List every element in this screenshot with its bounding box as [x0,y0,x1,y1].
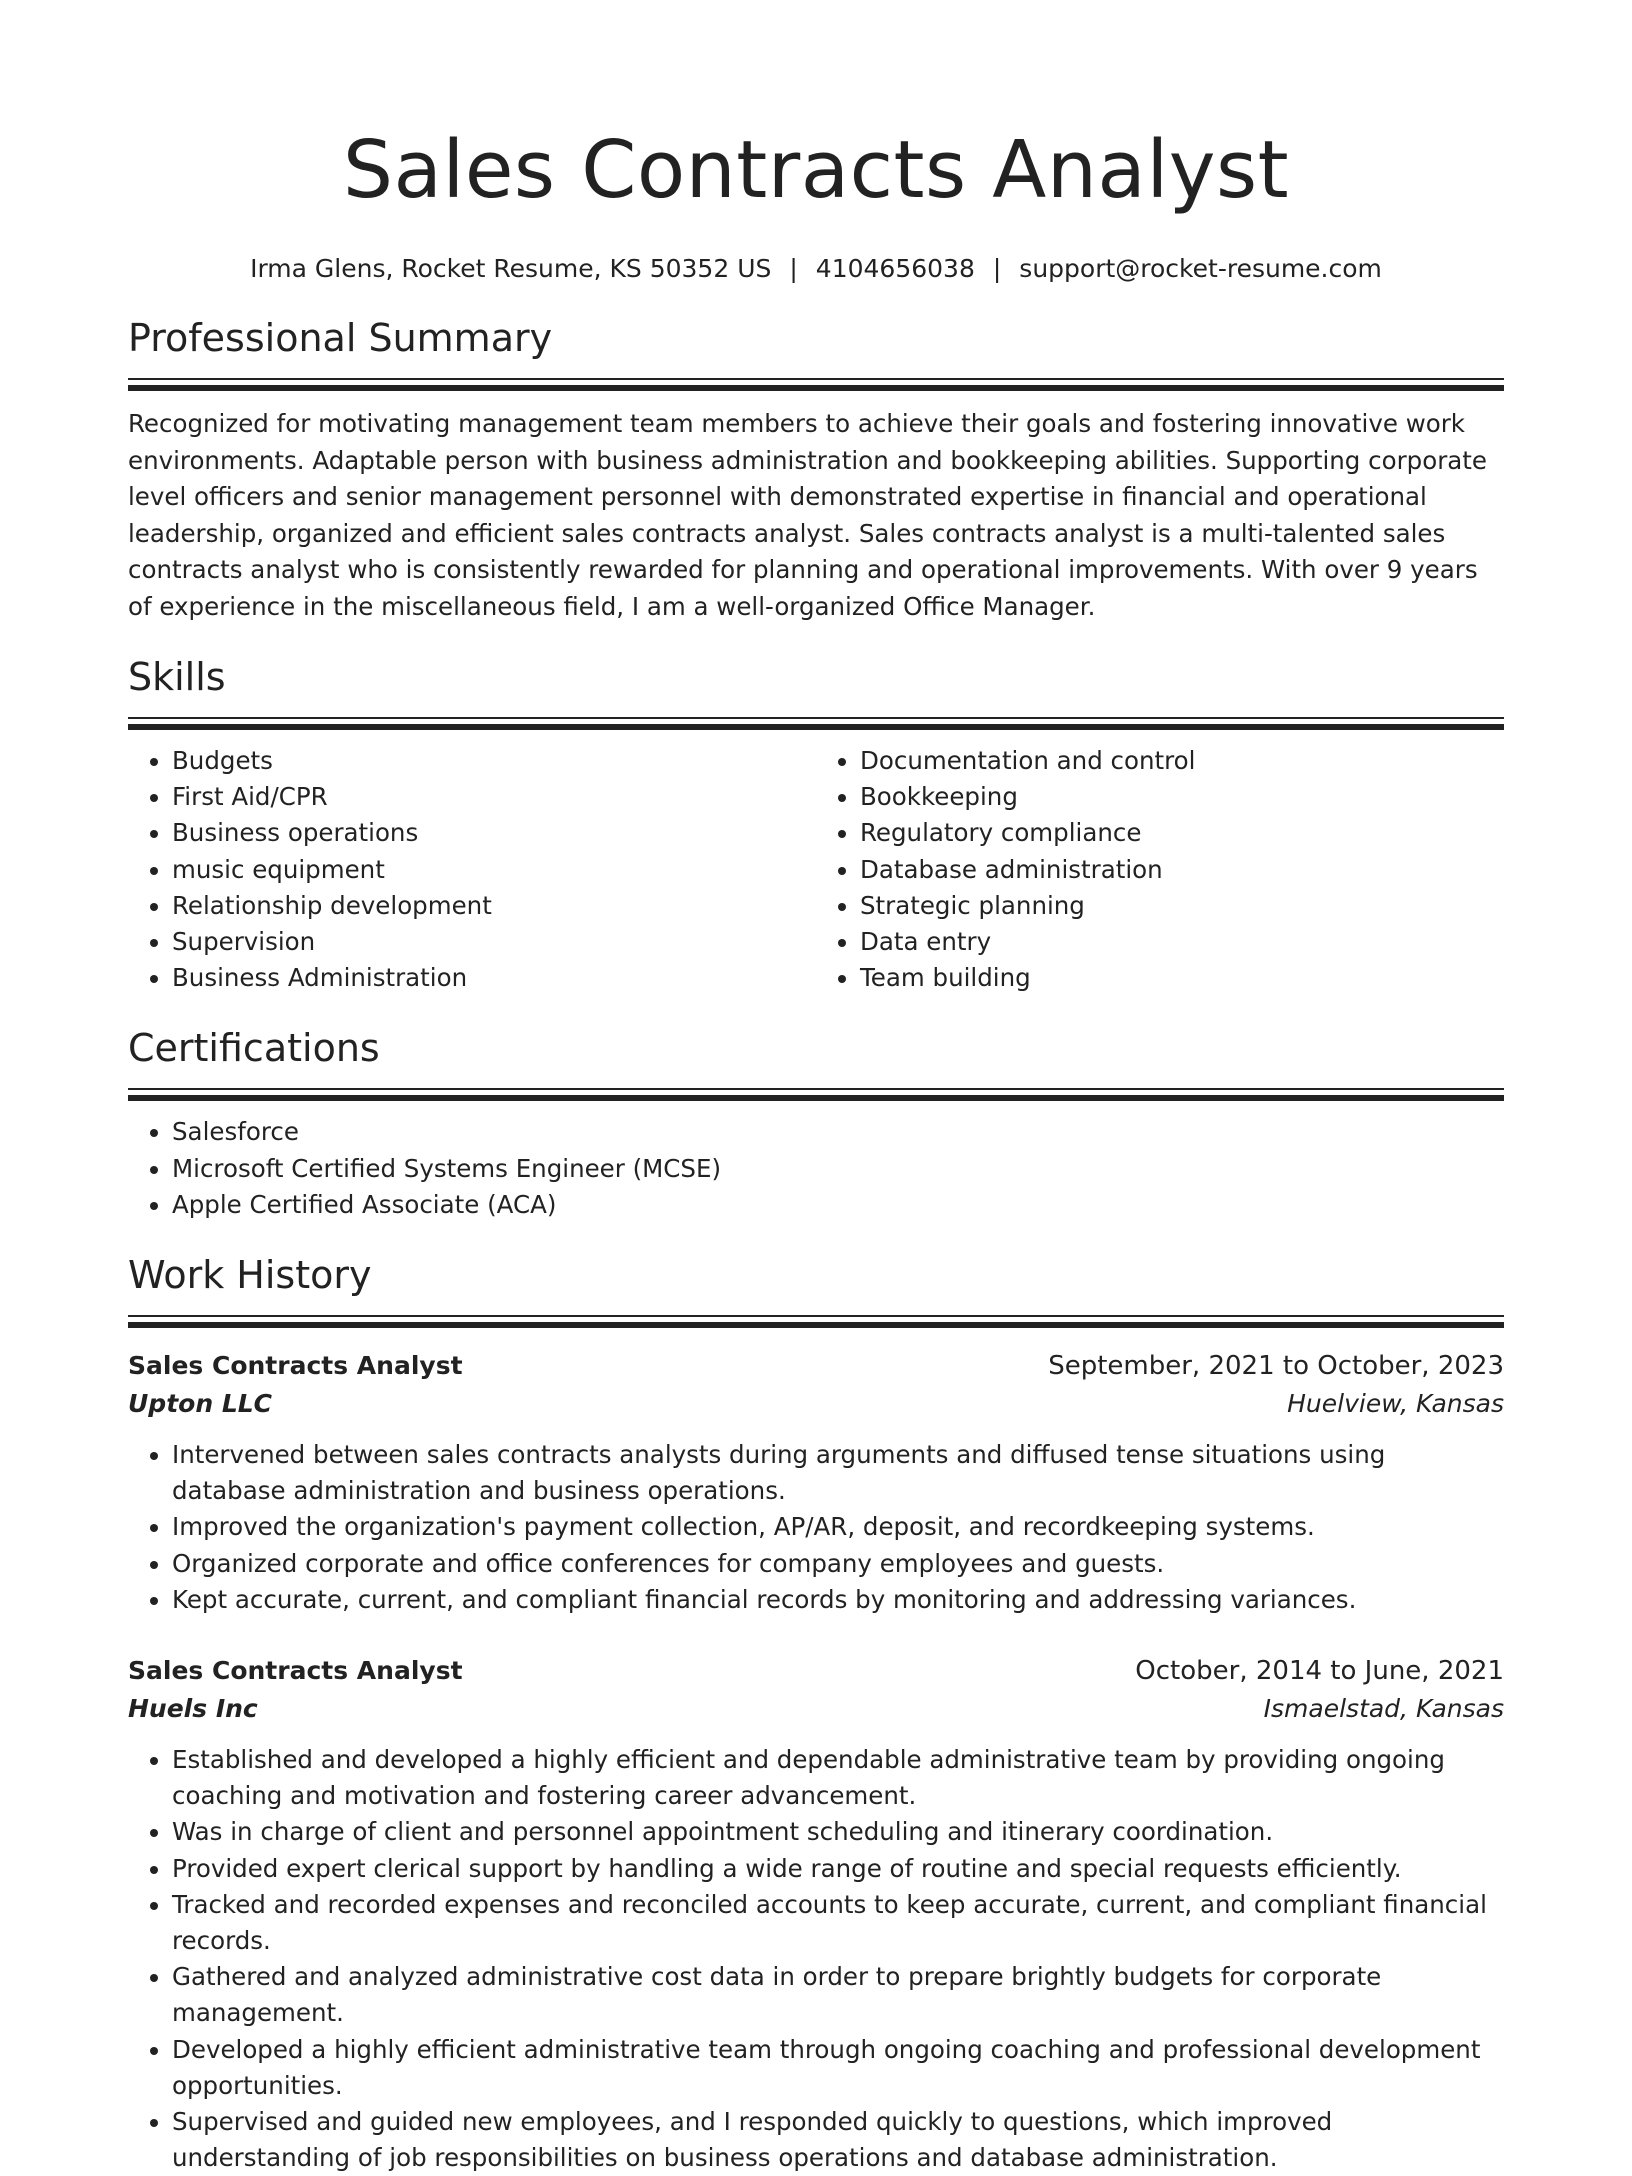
list-item: • Intervened between sales contracts analysts during arguments and diffused tense situations using database administration and business operations. [172,1437,1504,1509]
list-item: • Data entry [860,924,1504,960]
list-item: • Strategic planning [860,888,1504,924]
job-header-row [128,1347,1504,1385]
section-heading: Professional Summary [128,316,553,360]
list-item: • Kept accurate, current, and compliant financial records by monitoring and addressing variances. [172,1582,1504,1618]
list-item: • First Aid/CPR [172,779,816,815]
job-entry [128,1347,1504,1618]
skills-list [816,743,1504,996]
job-header-row [128,1652,1504,1690]
job-duties-list [128,1437,1504,1618]
list-item: • Microsoft Certified Systems Engineer (MCSE) [172,1151,1504,1187]
job-company: Upton LLC [128,1389,273,1419]
job-location: Ismaelstad, Kansas [1263,1694,1504,1724]
professional-summary-section [128,314,1504,625]
list-item: • Relationship development [172,888,816,924]
contact-address: Irma Glens, Rocket Resume, KS 50352 US [250,254,772,283]
list-item: • Supervision [172,924,816,960]
section-heading: Skills [128,655,226,699]
list-item: • Was in charge of client and personnel appointment scheduling and itinerary coordination. [172,1814,1504,1850]
list-item: • Provided expert clerical support by handling a wide range of routine and special requests efficiently. [172,1851,1504,1887]
contact-separator: | [789,254,798,283]
list-item: • Business operations [172,815,816,851]
list-item: • Established and developed a highly efficient and dependable administrative team by providing ongoing coaching and motivation and fostering career advancement. [172,1742,1504,1814]
job-title: Sales Contracts Analyst [128,1351,463,1381]
skills-column-right [816,743,1504,996]
job-location: Huelview, Kansas [1287,1389,1504,1419]
job-dates: October, 2014 to June, 2021 [1135,1656,1504,1687]
summary-text: Recognized for motivating management team members to achieve their goals and fostering innovative work environments. Adaptable person with business administration and bookkeeping abilities. Supporting corporate level officers and senior management personnel with demonstrated expertise in financial and operational leadership, organized and efficient sales contracts analyst. Sales contracts analyst is a multi-talented sales contracts analyst who is consistently rewarded for planning and operational improvements. With over 9 years of experience in the miscellaneous field, I am a well-organized Office Manager. [128,409,1487,621]
list-item: • Budgets [172,743,816,779]
list-item: • Database administration [860,852,1504,888]
list-item: • music equipment [172,852,816,888]
list-item: • Business Administration [172,960,816,996]
list-item: • Documentation and control [860,743,1504,779]
job-dates: September, 2021 to October, 2023 [1048,1351,1504,1382]
list-item: • Bookkeeping [860,779,1504,815]
job-company: Huels Inc [128,1694,258,1724]
list-item: • Salesforce [172,1114,1504,1150]
job-entry [128,1652,1504,2176]
section-divider [128,717,1504,729]
skills-columns [128,743,1504,996]
list-item: • Supervised and guided new employees, and I responded quickly to questions, which improved understanding of job responsibilities on business operations and database administration. [172,2104,1504,2176]
list-item: • Gathered and analyzed administrative cost data in order to prepare brightly budgets for corporate management. [172,1959,1504,2031]
job-company-row [128,1690,1504,1728]
certifications-list-wrapper [128,1114,1504,1223]
section-divider [128,1088,1504,1100]
section-divider [128,378,1504,390]
work-history-section [128,1251,1504,2176]
list-item: • Tracked and recorded expenses and reconciled accounts to keep accurate, current, and compliant financial records. [172,1887,1504,1959]
certifications-section [128,1024,1504,1223]
skills-list [128,743,816,996]
job-title: Sales Contracts Analyst [128,1656,463,1686]
job-duties-list [128,1742,1504,2176]
list-item: • Apple Certified Associate (ACA) [172,1187,1504,1223]
contact-phone: 4104656038 [815,254,975,283]
section-heading: Work History [128,1253,372,1298]
list-item: • Developed a highly efficient administrative team through ongoing coaching and professional development opportunities. [172,2032,1504,2104]
resume-title: Sales Contracts Analyst [342,124,1290,216]
list-item: • Improved the organization's payment collection, AP/AR, deposit, and recordkeeping systems. [172,1509,1504,1545]
job-company-row [128,1385,1504,1423]
contact-email: support@rocket-resume.com [1019,254,1382,283]
section-divider [128,1315,1504,1327]
list-item: • Team building [860,960,1504,996]
skills-column-left [128,743,816,996]
list-item: • Regulatory compliance [860,815,1504,851]
skills-section [128,653,1504,996]
contact-line [128,252,1504,286]
contact-separator: | [992,254,1002,283]
list-item: • Organized corporate and office conferences for company employees and guests. [172,1546,1504,1582]
section-heading: Certifications [128,1026,380,1071]
certifications-list [128,1114,1504,1223]
